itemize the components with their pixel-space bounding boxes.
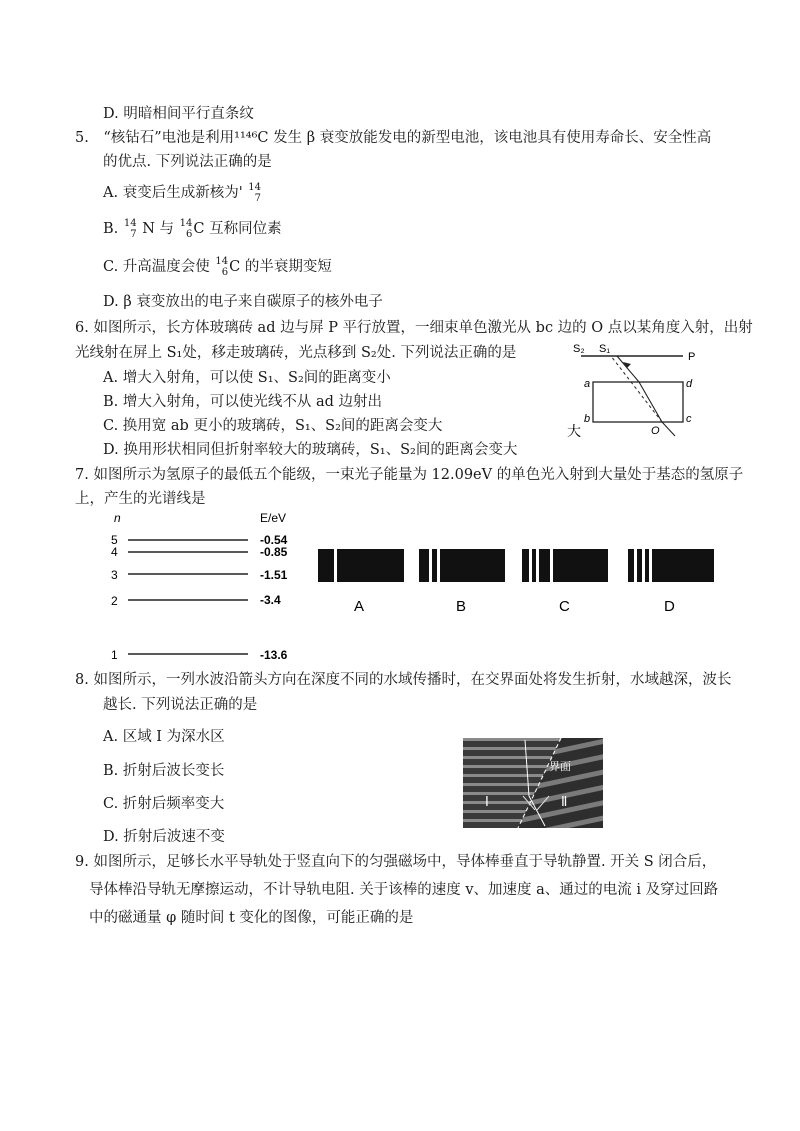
nuclide-n (124, 218, 137, 240)
wave-photo-drawing (463, 738, 603, 828)
spectral-line (550, 549, 553, 582)
spectrum-bar (318, 549, 404, 582)
spectral-line (429, 549, 432, 582)
option-label: D (664, 598, 675, 615)
level-n: 2 (111, 594, 118, 608)
q5-option-a-text: A. 衰变后生成新核为' (103, 185, 243, 201)
region-i-label: Ⅰ (485, 794, 489, 809)
level-n: 4 (111, 545, 118, 559)
level-1 (111, 648, 288, 662)
mass-number: 14 (123, 218, 137, 229)
q8-option-d: D. 折射后波速不变 (103, 829, 225, 845)
level-n: 5 (111, 533, 118, 547)
q6-option-d: D. 换用形状相同但折射率较大的玻璃砖，S₁、S₂间的距离会变大 (103, 442, 518, 458)
label-s2: S₂ (573, 343, 585, 355)
q8-stem-line2: 越长. 下列说法正确的是 (103, 697, 258, 713)
level-n: 1 (111, 648, 118, 662)
glass-block-figure (565, 340, 705, 440)
atomic-number: 7 (130, 229, 137, 240)
undeviated-ray (611, 356, 662, 422)
nitrogen-text: N 与 (142, 221, 175, 237)
q9-stem-line1: 9. 如图所示，足够长水平导轨处于竖直向下的匀强磁场中，导体棒垂直于导轨静置. 开关 S 闭合后， (75, 854, 717, 870)
water-wave-photo (463, 738, 603, 828)
q7-stem-line2: 上，产生的光谱线是 (75, 491, 206, 507)
level-n: 3 (111, 568, 118, 582)
q6-stem-line1: 6. 如图所示，长方体玻璃砖 ad 边与屏 P 平行放置，一细束单色激光从 bc 边的 O 点以某角度入射，出射 (75, 320, 753, 336)
energy-level-diagram (100, 508, 320, 668)
nuclide-c (215, 256, 228, 278)
spectral-line (642, 549, 645, 582)
q6-stem-line2: 光线射在屏上 S₁处，移走玻璃砖，光点移到 S₂处. 下列说法正确的是 (75, 345, 517, 361)
q5-option-c-tail: C 的半衰期变短 (229, 259, 332, 275)
region-ii-label: Ⅱ (561, 794, 568, 809)
mass-number: 14 (179, 218, 193, 229)
q4-option-d: D. 明暗相间平行直条纹 (103, 106, 254, 122)
q5-option-a (103, 182, 262, 204)
level-energy: -0.85 (260, 545, 288, 559)
mass-number: 14 (215, 256, 229, 267)
nuclide-c (180, 218, 193, 240)
refracted-ray (639, 382, 662, 422)
level-3 (111, 568, 288, 582)
atomic-number: 7 (254, 193, 262, 204)
q8-stem-line1: 8. 如图所示，一列水波沿箭头方向在深度不同的水域传播时，在交界面处将发生折射，水域越深，波长 (75, 672, 732, 688)
interface-label: 界面 (549, 761, 571, 773)
glass-block (593, 382, 683, 422)
q8-option-b: B. 折射后波长变长 (103, 763, 225, 779)
label-s1: S₁ (599, 343, 611, 355)
q5-option-c (103, 256, 332, 278)
q5-option-b (103, 218, 282, 240)
spectra-options (318, 545, 723, 617)
label-c: c (686, 413, 692, 425)
n-axis-label: n (114, 511, 121, 525)
spectral-line (536, 549, 539, 582)
option-label: B (456, 598, 467, 615)
q5-option-c-text: C. 升高温度会使 (103, 259, 210, 275)
q5-option-b-text: C 互称同位素 (193, 221, 282, 237)
mass-number: 14 (248, 182, 262, 193)
q7-stem-line1: 7. 如图所示为氢原子的最低五个能级，一束光子能量为 12.09eV 的单色光入射到大量处于基态的氢原子 (75, 467, 744, 483)
spectrum-b (419, 549, 505, 615)
label-o: O (651, 425, 660, 437)
label-big: 大 (567, 423, 581, 439)
spectrum-c (522, 549, 608, 615)
q5-stem-line2: 的优点. 下列说法正确的是 (103, 154, 272, 170)
q5-option-a-nuclide (248, 182, 261, 204)
level-4 (111, 545, 288, 559)
spectrum-bar (522, 549, 608, 582)
spectrum-d (628, 549, 714, 615)
incident-ray (662, 422, 675, 436)
level-2 (111, 593, 281, 608)
q6-option-b: B. 增大入射角，可以使光线不从 ad 边射出 (103, 394, 383, 410)
q5-stem-line1: 5. “核钻石”电池是利用¹¹⁴⁶C 发生 β 衰变放能发电的新型电池，该电池具有使用寿命长、安全性高 (75, 130, 712, 146)
q5-option-b-label: B. (103, 221, 119, 237)
option-label: C (559, 598, 570, 615)
level-energy: -13.6 (260, 648, 288, 662)
label-a: a (584, 378, 591, 390)
spectral-line (334, 549, 337, 582)
q8-option-a: A. 区域 Ⅰ 为深水区 (103, 729, 225, 745)
spectrum-a (318, 549, 404, 615)
spectral-line (649, 549, 652, 582)
option-label: A (354, 598, 365, 615)
label-d: d (686, 378, 693, 390)
label-b: b (584, 413, 591, 425)
level-energy: -3.4 (260, 593, 281, 607)
atomic-number: 6 (185, 229, 193, 240)
energy-axis-label: E/eV (260, 511, 287, 525)
spectral-line (634, 549, 637, 582)
spectral-line (529, 549, 532, 582)
q9-stem-line2: 导体棒沿导轨无摩擦运动，不计导轨电阻. 关于该棒的速度 v、加速度 a、通过的电流 i 及穿过回路 (89, 882, 719, 898)
q6-option-a: A. 增大入射角，可以使 S₁、S₂间的距离变小 (103, 370, 391, 386)
atomic-number: 6 (221, 267, 229, 278)
q9-stem-line3: 中的磁通量 φ 随时间 t 变化的图像，可能正确的是 (89, 910, 414, 926)
spectral-line (437, 549, 440, 582)
q8-option-c: C. 折射后频率变大 (103, 796, 225, 812)
label-p: P (688, 351, 696, 363)
q5-option-d: D. β 衰变放出的电子来自碳原子的核外电子 (103, 294, 383, 310)
level-energy: -0.54 (260, 533, 288, 547)
spectrum-bar (628, 549, 714, 582)
level-energy: -1.51 (260, 568, 288, 582)
q6-option-c: C. 换用宽 ab 更小的玻璃砖，S₁、S₂间的距离会变大 (103, 418, 443, 434)
